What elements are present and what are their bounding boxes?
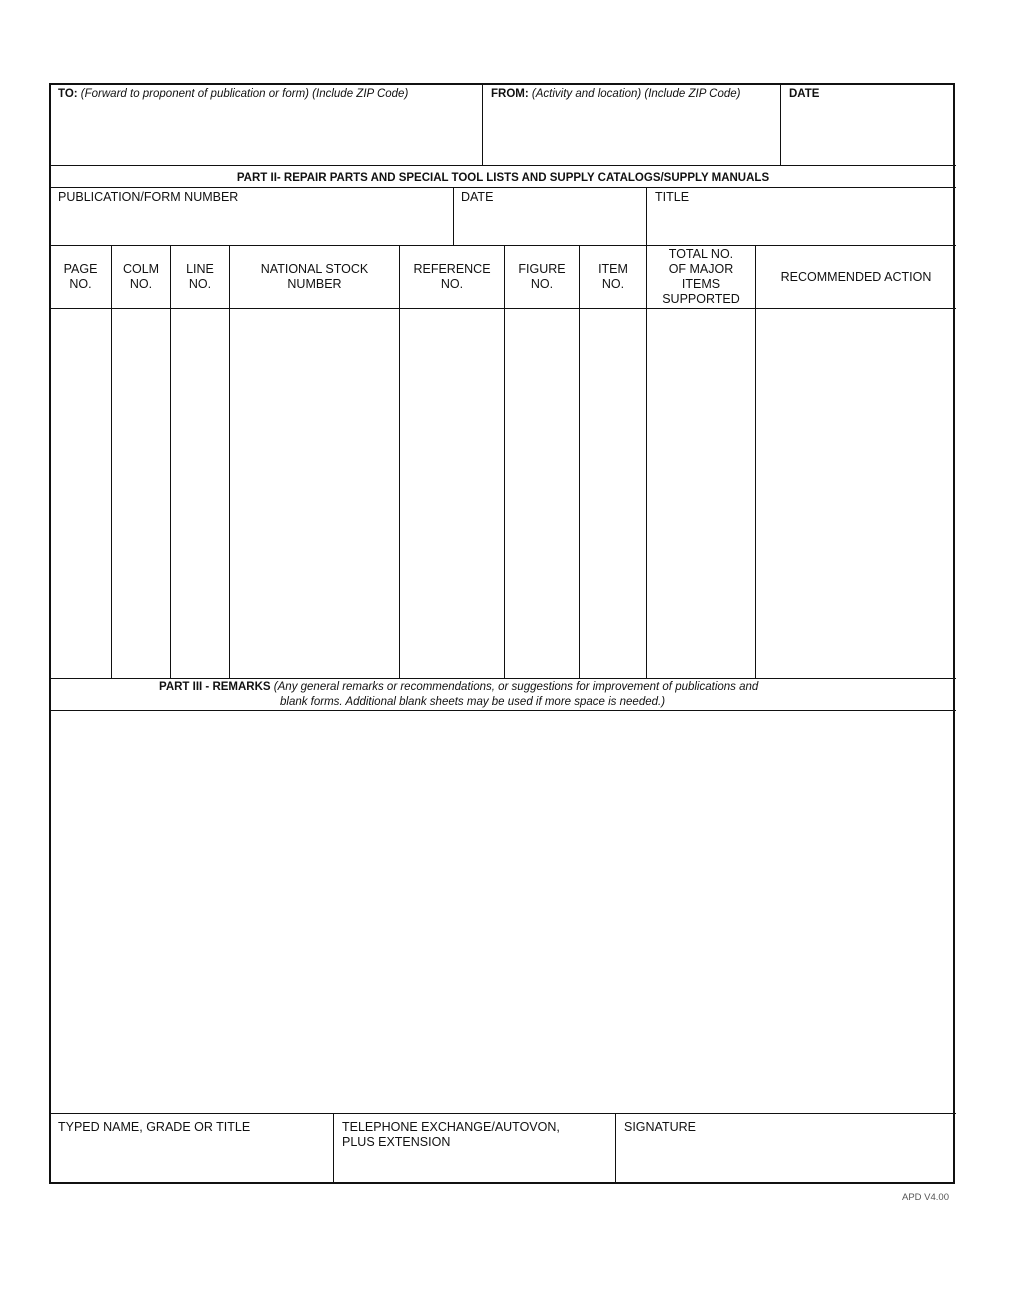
col-header-figure-no xyxy=(505,246,579,308)
publication-title-field[interactable]: TITLE xyxy=(655,190,690,204)
col-header-line-no xyxy=(171,246,229,308)
col-header-reference-line1: REFERENCE xyxy=(413,262,491,276)
telephone-label-line1: TELEPHONE EXCHANGE/AUTOVON, xyxy=(342,1120,560,1134)
to-field[interactable] xyxy=(58,87,478,102)
publication-date-field[interactable]: DATE xyxy=(461,190,494,204)
telephone-label-line2: PLUS EXTENSION xyxy=(342,1135,451,1149)
col-header-line-no-line1: LINE xyxy=(186,262,214,276)
col-header-national-stock-number xyxy=(230,246,399,308)
col-header-reference-no xyxy=(400,246,504,308)
col-header-line-no-line2: NO. xyxy=(188,277,212,291)
signature-field[interactable]: SIGNATURE xyxy=(624,1120,696,1134)
part2-entry-area[interactable] xyxy=(50,309,956,678)
col-header-item-no xyxy=(580,246,646,308)
part3-title: PART III - REMARKS xyxy=(159,681,271,693)
col-header-figure-line2: NO. xyxy=(530,277,554,291)
divider-to-from xyxy=(482,84,483,165)
divider-telephone-signature xyxy=(615,1114,616,1184)
col-header-nsn-line1: NATIONAL STOCK xyxy=(260,262,369,276)
col-header-colm-no xyxy=(112,246,170,308)
part3-hint-line2: blank forms. Additional blank sheets may be used if more space is needed.) xyxy=(280,696,666,708)
to-label: TO: xyxy=(58,88,78,100)
rule-after-header xyxy=(50,165,956,166)
publication-number-field[interactable]: PUBLICATION/FORM NUMBER xyxy=(58,190,239,204)
typed-name-field[interactable]: TYPED NAME, GRADE OR TITLE xyxy=(58,1120,251,1134)
divider-pub-date xyxy=(453,188,454,245)
part3-heading-line1 xyxy=(159,680,758,695)
col-header-reference-line2: NO. xyxy=(440,277,464,291)
col-header-item-line1: ITEM xyxy=(598,262,628,276)
from-field[interactable] xyxy=(491,87,761,102)
part2-title: PART II- REPAIR PARTS AND SPECIAL TOOL LISTS AND SUPPLY CATALOGS/SUPPLY MANUALS xyxy=(236,172,770,184)
col-header-page-no xyxy=(50,246,111,308)
col-header-total-line3: ITEMS xyxy=(681,277,721,291)
col-header-colm-no-line2: NO. xyxy=(129,277,153,291)
rule-after-part2-title xyxy=(50,187,956,188)
to-hint: (Forward to proponent of publication or form) (Include ZIP Code) xyxy=(80,88,409,100)
from-hint: (Activity and location) (Include ZIP Code) xyxy=(531,88,741,100)
divider-date-title xyxy=(646,188,647,245)
divider-from-date xyxy=(780,84,781,165)
col-header-figure-line1: FIGURE xyxy=(518,262,566,276)
col-header-colm-no-line1: COLM xyxy=(122,262,160,276)
form-version: APD V4.00 xyxy=(902,1192,949,1203)
col-header-total-line4: SUPPORTED xyxy=(662,292,740,306)
col-header-item-line2: NO. xyxy=(601,277,625,291)
col-header-recommended-line1: RECOMMENDED ACTION xyxy=(780,269,932,284)
from-label: FROM: xyxy=(491,88,529,100)
rule-before-part3 xyxy=(50,678,956,679)
col-header-total-major-items xyxy=(647,246,755,308)
col-header-recommended-action xyxy=(756,246,956,308)
col-header-total-line2: OF MAJOR xyxy=(668,262,734,276)
rule-before-footer xyxy=(50,1113,956,1114)
col-header-nsn-line2: NUMBER xyxy=(287,277,342,291)
col-header-page-no-line1: PAGE xyxy=(63,262,98,276)
date-field-label[interactable]: DATE xyxy=(789,88,820,100)
divider-name-telephone xyxy=(333,1114,334,1184)
remarks-area[interactable] xyxy=(50,711,956,1113)
col-header-total-line1: TOTAL NO. xyxy=(668,247,734,261)
telephone-field[interactable] xyxy=(342,1120,560,1150)
part3-hint-line1: (Any general remarks or recommendations, or suggestions for improvement of publications and xyxy=(273,681,759,693)
col-header-page-no-line2: NO. xyxy=(69,277,92,291)
